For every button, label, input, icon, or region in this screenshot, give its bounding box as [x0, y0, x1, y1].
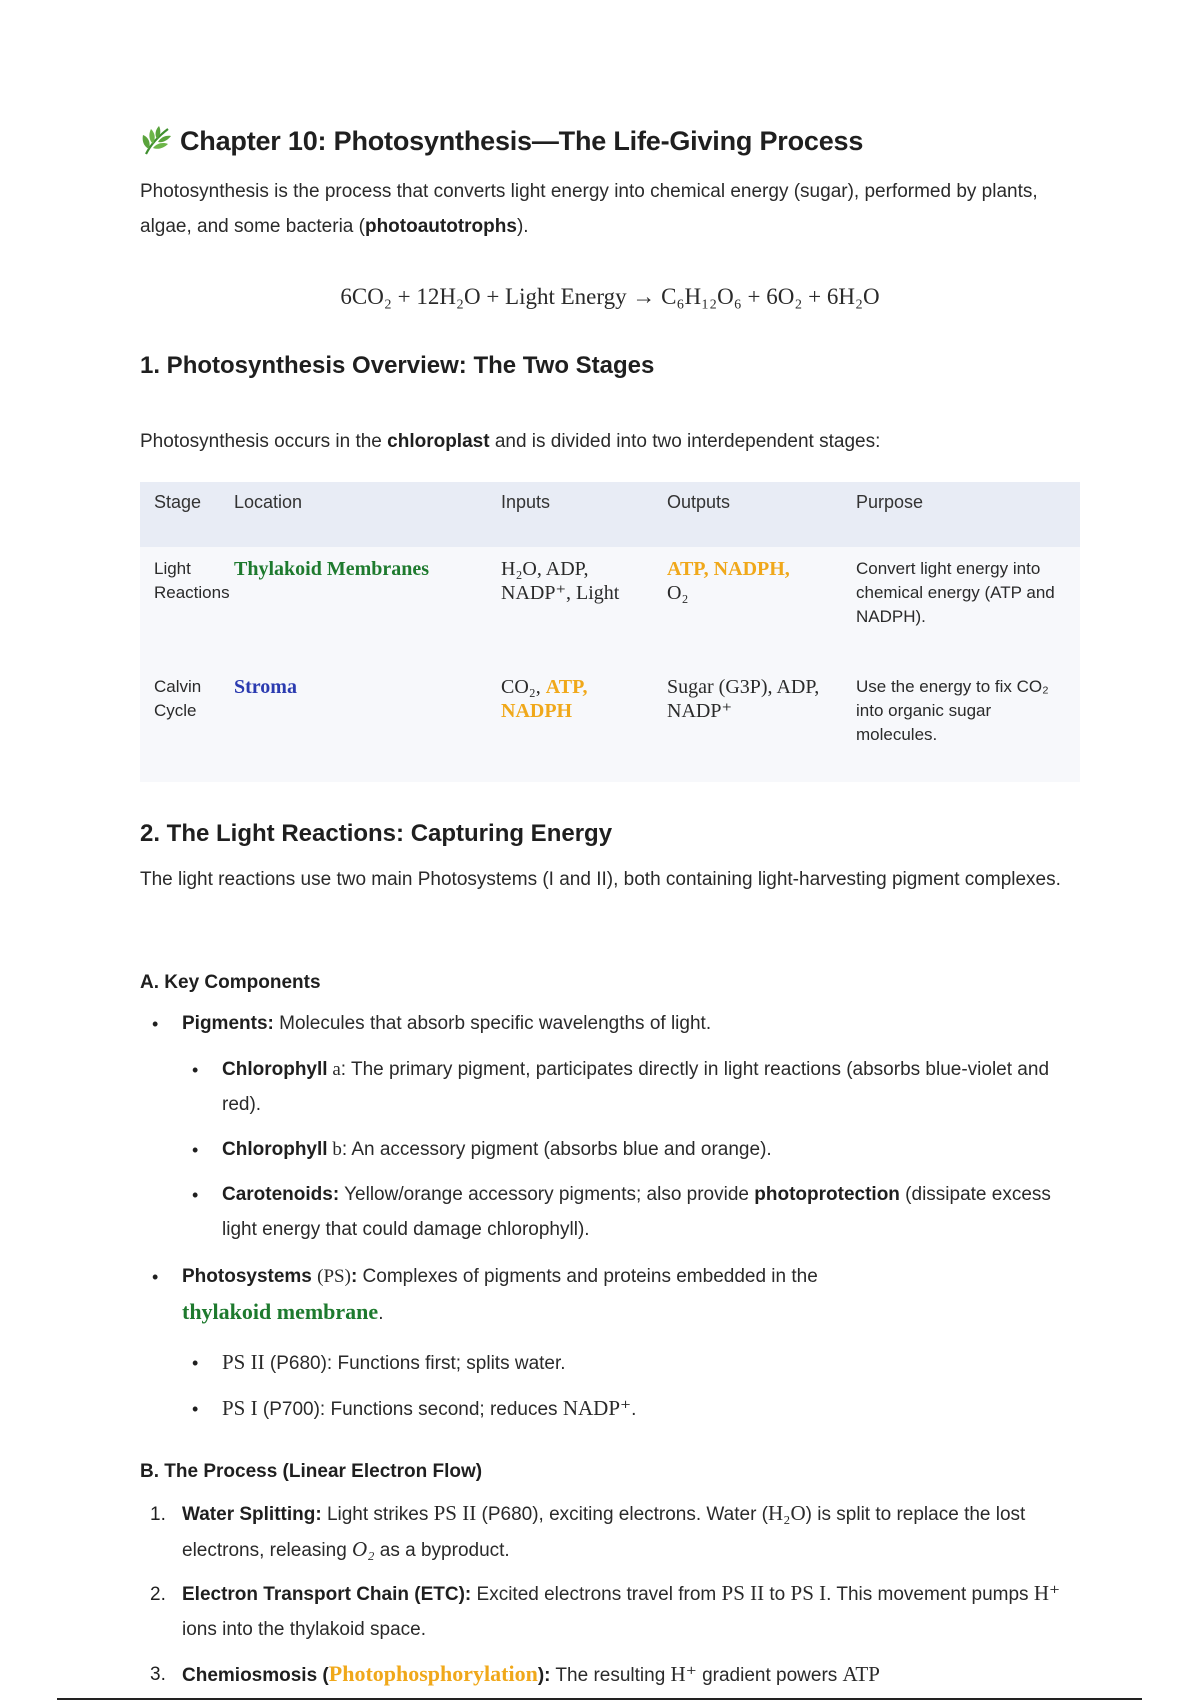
- table-row: [140, 547, 1080, 665]
- step3-text-b: gradient powers: [696, 1665, 843, 1686]
- chl-b-var: b: [327, 1139, 342, 1160]
- outputs-highlight: ATP, NADPH,: [667, 558, 790, 580]
- cell-inputs: [501, 675, 661, 723]
- cell-location: Thylakoid Membranes: [234, 558, 430, 580]
- cell-outputs: Sugar (G3P), ADP, NADP⁺: [667, 676, 820, 722]
- section2-heading: 2. The Light Reactions: Capturing Energy: [140, 820, 613, 847]
- subsection-b-heading: B. The Process (Linear Electron Flow): [140, 1461, 483, 1482]
- ps-text: Complexes of pigments and proteins embedded in the: [357, 1266, 818, 1287]
- step-number: 3.: [150, 1664, 166, 1685]
- step1-text-d: as a byproduct.: [374, 1540, 510, 1561]
- herb-leaf-icon: [140, 124, 174, 158]
- step1-text-c: ) is split to replace the lost electrons, releasing: [182, 1504, 1026, 1561]
- photosynthesis-equation: 6CO₂ + 12H₂O + Light Energy → C₆H₁₂O₆ + 6O₂ + 6H₂O: [340, 284, 880, 309]
- carot-label: Carotenoids:: [222, 1184, 340, 1205]
- section1-text: [140, 424, 1070, 459]
- pigments-text: Molecules that absorb specific wavelengths of light.: [273, 1013, 712, 1034]
- list-item-chlorophyll-a: [222, 1052, 1062, 1122]
- bullet-dot: •: [192, 1140, 199, 1160]
- ps2-text: (P680): Functions first; splits water.: [264, 1353, 566, 1374]
- ps1-nadp: NADP⁺: [562, 1396, 632, 1420]
- table-row: [140, 665, 1080, 782]
- cell-stage: Calvin Cycle: [154, 677, 202, 720]
- intro-bold-term: photoautotrophs: [364, 216, 517, 237]
- section1-text-start: Photosynthesis occurs in the: [140, 431, 388, 452]
- step2-text-b: . This movement pumps: [826, 1584, 1034, 1605]
- photoprotection-term: photoprotection: [754, 1184, 900, 1205]
- chl-a-text: : The primary pigment, participates directly in light reactions (absorbs blue-violet and red).: [222, 1059, 1050, 1115]
- section1-text-end: and is divided into two interdependent stages:: [489, 431, 881, 452]
- outputs-rest: O₂: [667, 582, 689, 604]
- chapter-title: [140, 124, 863, 158]
- step3-label: Chemiosmosis (: [182, 1665, 329, 1686]
- ps-colon: :: [350, 1266, 358, 1287]
- step1-o2: O₂: [352, 1537, 375, 1561]
- section2-text: The light reactions use two main Photosystems (I and II), both containing light-harvesting pigment complexes.: [140, 869, 1061, 890]
- thylakoid-membrane-term: thylakoid membrane: [182, 1299, 379, 1324]
- list-item-carotenoids: [222, 1177, 1062, 1247]
- step2-text: Excited electrons travel from: [471, 1584, 722, 1605]
- step2-text-c: ions into the thylakoid space.: [182, 1619, 426, 1640]
- list-item-ps1: [222, 1391, 1062, 1427]
- header-stage: Stage: [154, 492, 202, 512]
- chl-b-label: Chlorophyll: [222, 1139, 328, 1160]
- stages-table: [140, 482, 1080, 782]
- step1-text-b: (P680), exciting electrons. Water (: [476, 1504, 769, 1525]
- header-outputs: Outputs: [667, 492, 731, 512]
- step2-h: H⁺: [1033, 1581, 1061, 1605]
- step3-h: H⁺: [670, 1662, 697, 1686]
- inputs-highlight: NADPH: [501, 700, 573, 722]
- cell-purpose: Use the energy to fix CO₂ into organic sugar molecules.: [856, 677, 1049, 744]
- list-item-step2: [182, 1576, 1082, 1647]
- step3-close: ):: [537, 1665, 551, 1686]
- list-item-step1: [182, 1496, 1082, 1568]
- step1-label: Water Splitting:: [182, 1504, 322, 1525]
- inputs-plain: CO₂,: [501, 676, 546, 698]
- intro-text-end: ).: [516, 216, 529, 237]
- ps-abbr: (PS): [317, 1266, 351, 1287]
- list-item-photosystems: [182, 1259, 1062, 1331]
- ps-label: Photosystems: [182, 1266, 318, 1287]
- cell-location: Stroma: [234, 676, 297, 698]
- header-purpose: Purpose: [856, 492, 924, 512]
- cell-outputs: [667, 557, 847, 605]
- step2-to: to: [764, 1584, 791, 1605]
- chloroplast-term: chloroplast: [387, 431, 490, 452]
- table-header-row: [140, 482, 1080, 547]
- ps-end: .: [378, 1303, 384, 1324]
- pigments-label: Pigments:: [182, 1013, 274, 1034]
- bullet-dot: •: [152, 1267, 159, 1287]
- bullet-dot: •: [192, 1060, 199, 1080]
- step2-label: Electron Transport Chain (ETC):: [182, 1584, 472, 1605]
- list-item-step3: [182, 1656, 1082, 1693]
- ps2-name: PS II: [222, 1350, 265, 1374]
- step1-text: Light strikes: [321, 1504, 434, 1525]
- step-number: 2.: [150, 1584, 166, 1605]
- step3-text: The resulting: [550, 1665, 671, 1686]
- intro-text: Photosynthesis is the process that converts light energy into chemical energy (sugar), performed by plants, algae, and some bacteria (: [140, 181, 1038, 237]
- chapter-title-text: Chapter 10: Photosynthesis—The Life-Giving Process: [180, 125, 864, 156]
- cell-stage: Light Reactions: [154, 559, 230, 602]
- carot-text: Yellow/orange accessory pigments; also provide: [339, 1184, 755, 1205]
- cell-purpose: Convert light energy into chemical energy (ATP and NADPH).: [856, 559, 1055, 626]
- step-number: 1.: [150, 1504, 166, 1525]
- step1-h2o: H₂O: [768, 1501, 806, 1525]
- list-item-chlorophyll-b: [222, 1132, 1062, 1167]
- chl-b-text: : An accessory pigment (absorbs blue and orange).: [341, 1139, 772, 1160]
- bullet-dot: •: [152, 1014, 159, 1034]
- bullet-dot: •: [192, 1185, 199, 1205]
- step1-ps: PS II: [433, 1501, 477, 1525]
- ps1-text: (P700): Functions second; reduces: [257, 1399, 563, 1420]
- ps1-end: .: [631, 1399, 637, 1420]
- photophosphorylation-term: Photophosphorylation: [328, 1661, 538, 1686]
- bullet-dot: •: [192, 1399, 199, 1419]
- header-inputs: Inputs: [501, 492, 551, 512]
- cell-inputs: H₂O, ADP, NADP⁺, Light: [501, 558, 620, 604]
- carot-text-end: (dissipate excess light energy that could damage chlorophyll).: [222, 1184, 1051, 1240]
- header-location: Location: [234, 492, 303, 512]
- intro-paragraph: [140, 174, 1070, 244]
- ps1-name: PS I: [222, 1396, 258, 1420]
- step2-ps1: PS I: [790, 1581, 827, 1605]
- chl-a-var: a: [327, 1059, 341, 1080]
- inputs-highlight: ATP,: [545, 676, 588, 698]
- step2-ps2: PS II: [721, 1581, 765, 1605]
- bullet-dot: •: [192, 1353, 199, 1373]
- subsection-a-heading: A. Key Components: [140, 972, 321, 993]
- step3-atp: ATP: [842, 1662, 880, 1686]
- list-item-pigments: [182, 1006, 1062, 1041]
- list-item-ps2: [222, 1345, 1062, 1381]
- section1-heading: 1. Photosynthesis Overview: The Two Stages: [140, 352, 655, 379]
- chl-a-label: Chlorophyll: [222, 1059, 328, 1080]
